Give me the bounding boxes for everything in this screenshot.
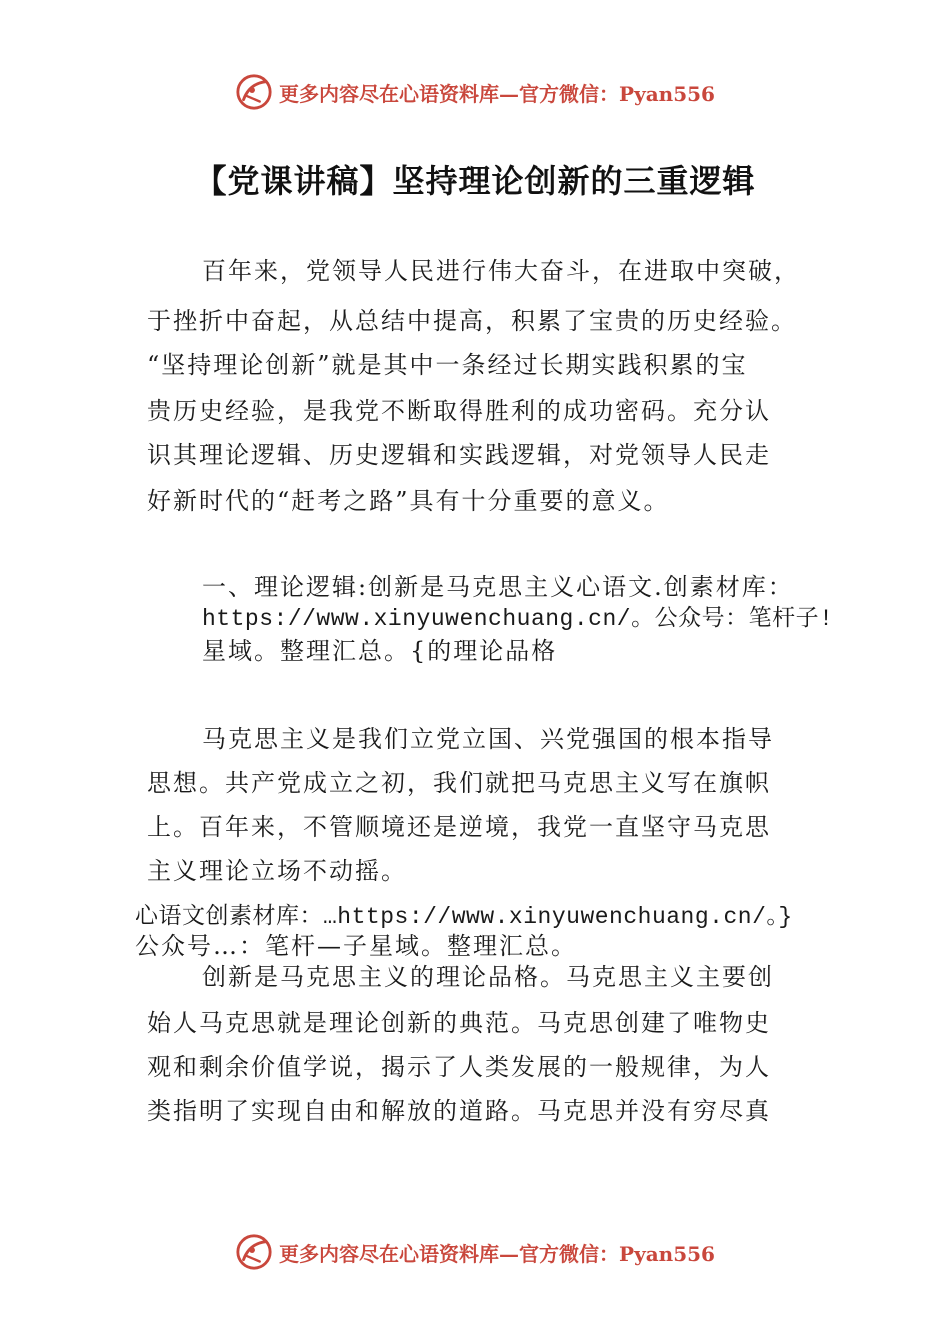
- document-title: 【党课讲稿】坚持理论创新的三重逻辑: [194, 162, 756, 200]
- heading-line: https://www.xinyuwenchuang.cn/。公众号：笔杆子!: [202, 606, 834, 632]
- text-line: 识其理论逻辑、历史逻辑和实践逻辑，对党领导人民走: [147, 441, 771, 469]
- text-line: 好新时代的“赶考之路”具有十分重要的意义。: [147, 487, 670, 515]
- text-line: 主义理论立场不动摇。: [147, 857, 407, 885]
- text-line: 马克思主义是我们立党立国、兴党强国的根本指导: [202, 725, 774, 753]
- text-line: 类指明了实现自由和解放的道路。马克思并没有穷尽真: [147, 1097, 771, 1125]
- watermark-line: 心语文创素材库：…https://www.xinyuwenchuang.cn/。}: [135, 904, 793, 930]
- text-line: 思想。共产党成立之初，我们就把马克思主义写在旗帜: [147, 769, 771, 797]
- text-line: 创新是马克思主义的理论品格。马克思主义主要创: [202, 963, 774, 991]
- library-logo-icon: [235, 1233, 273, 1271]
- page-footer: [0, 1228, 950, 1276]
- text-line: 贵历史经验，是我党不断取得胜利的成功密码。充分认: [147, 397, 771, 425]
- library-logo-icon: [235, 73, 273, 111]
- header-text: 更多内容尽在心语资料库—官方微信：Pyan556: [279, 81, 715, 106]
- watermark-line: 公众号…：笔杆—子星域。整理汇总。: [135, 932, 577, 960]
- heading-line: 星域。整理汇总。{的理论品格: [202, 637, 558, 665]
- text-line: 上。百年来，不管顺境还是逆境，我党一直坚守马克思: [147, 813, 771, 841]
- text-line: 于挫折中奋起，从总结中提高，积累了宝贵的历史经验。: [147, 307, 797, 335]
- page-header: [0, 68, 950, 116]
- text-line: 始人马克思就是理论创新的典范。马克思创建了唯物史: [147, 1009, 771, 1037]
- footer-text: 更多内容尽在心语资料库—官方微信：Pyan556: [279, 1241, 715, 1266]
- text-line: 百年来，党领导人民进行伟大奋斗，在进取中突破，: [202, 257, 800, 285]
- text-line: 观和剩余价值学说，揭示了人类发展的一般规律，为人: [147, 1053, 771, 1081]
- heading-line: 一、理论逻辑:创新是马克思主义心语文.创素材库：: [202, 573, 794, 601]
- text-line: “坚持理论创新”就是其中一条经过长期实践积累的宝: [147, 351, 748, 379]
